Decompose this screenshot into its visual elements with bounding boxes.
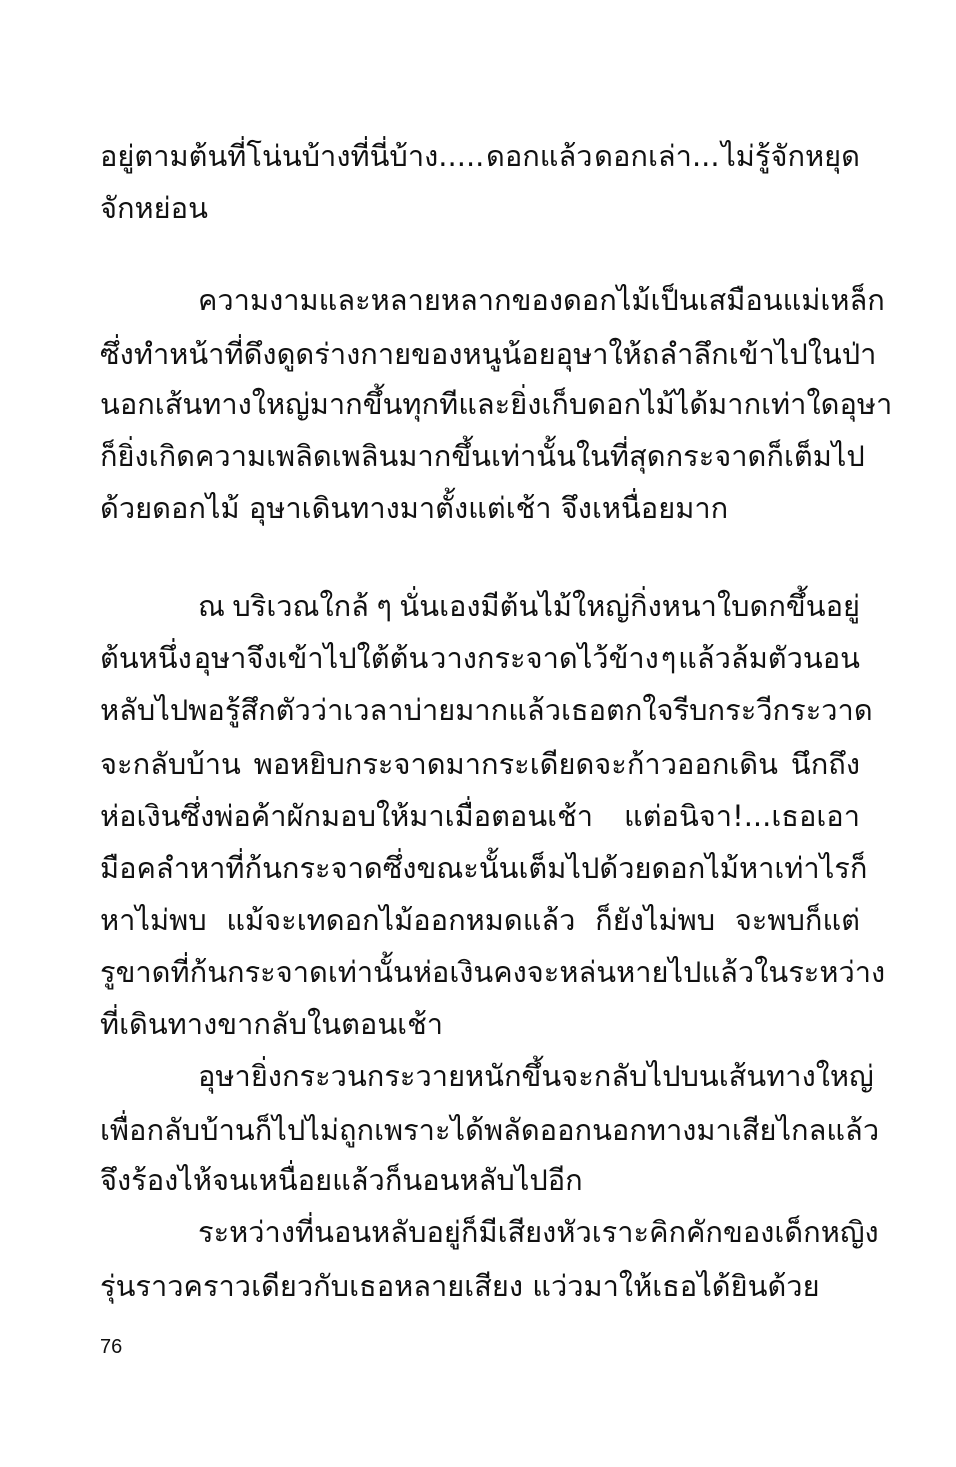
- word: ห่อเงินซึ่งพ่อค้าผักมอบให้มาเมื่อตอนเช้า: [100, 799, 594, 833]
- word: มือคลำหาที่ก้นกระจาดซึ่งขณะนั้นเต็มไปด้วยดอกไม้: [100, 851, 739, 885]
- text-line: จักหย่อน: [100, 191, 208, 225]
- word: เพื่อกลับบ้านก็ไปไม่ถูก: [100, 1113, 375, 1147]
- text-line: [100, 436, 865, 476]
- text-line: ที่เดินทางขากลับในตอนเช้า: [100, 1007, 444, 1041]
- word: แต่อนิจา!...เธอเอา: [624, 799, 860, 833]
- word: ก็ยังไม่พบ: [595, 903, 716, 937]
- text-line: [198, 586, 860, 626]
- word: ในที่สุดกระจาดก็เต็มไป: [575, 439, 865, 473]
- word: วางกระจาดไว้ข้าง: [430, 641, 659, 675]
- text-line: [198, 280, 885, 320]
- word: ระหว่างที่นอนหลับอยู่: [198, 1215, 461, 1249]
- word: ก็ยิ่งเกิดความเพลิดเพลินมากขึ้นเท่านั้น: [100, 439, 576, 473]
- word: เธอตกใจรีบกระวีกระวาด: [561, 693, 873, 727]
- text-line: [198, 1056, 874, 1096]
- word: ห่อเงินคงจะหล่นหายไปแล้วในระหว่าง: [412, 955, 886, 989]
- word: ซึ่งทำหน้าที่ดึงดูดร่างกายของหนูน้อยอุษาให้ถลำลึกเข้าไปในป่า: [100, 337, 877, 371]
- text-line: [100, 796, 860, 836]
- text-line: [100, 334, 877, 374]
- word: และยิ่งเก็บดอกไม้ได้มากเท่าใด: [458, 387, 840, 421]
- word: หลับไป: [100, 693, 189, 727]
- word: อุษา: [839, 387, 893, 421]
- text-line: จึงร้องไห้จนเหนื่อยแล้วก็นอนหลับไปอีก: [100, 1163, 583, 1197]
- word: พอหยิบกระจาดมากระเดียดจะก้าวออกเดิน: [253, 747, 778, 781]
- word: แม้จะเทดอกไม้ออกหมดแล้ว: [226, 903, 576, 937]
- word: ๆ: [376, 589, 392, 623]
- text-line: [100, 638, 860, 678]
- word: พอรู้สึกตัวว่าเวลาบ่ายมากแล้ว: [188, 693, 561, 727]
- word: ณ: [198, 589, 225, 623]
- word: อุษายิ่งกระวนกระวายหนักขึ้น: [198, 1059, 562, 1093]
- word: ก็มีเสียงหัวเราะคิกคักของเด็กหญิง: [460, 1215, 879, 1249]
- text-line: [100, 384, 893, 424]
- word: จะกลับบ้าน: [100, 747, 241, 781]
- word: แล้วล้มตัวนอน: [678, 641, 860, 675]
- word: เพราะได้พลัดออกนอกทางมาเสียไกลแล้ว: [374, 1113, 880, 1147]
- text-line: [100, 136, 860, 176]
- word: หาไม่พบ: [100, 903, 207, 937]
- word: อุษาจึงเข้าไปใต้ต้น: [193, 641, 429, 675]
- word: ๆ: [660, 641, 677, 675]
- word: ต้นหนึ่ง: [100, 641, 192, 675]
- text-line: [198, 1212, 879, 1252]
- word: ดอกแล้ว: [486, 139, 593, 173]
- word: ความงามและหลายหลากของดอกไม้เป็นเสมือนแม่เหล็ก: [198, 283, 885, 317]
- word: นอกเส้นทางใหญ่มากขึ้นทุกที: [100, 387, 459, 421]
- word: รูขาดที่ก้นกระจาดเท่านั้น: [100, 955, 413, 989]
- text-line: รุ่นราวคราวเดียวกับเธอหลายเสียง แว่วมาให้เธอได้ยินด้วย: [100, 1269, 820, 1303]
- text-line: [100, 952, 886, 992]
- page-number: 76: [100, 1336, 123, 1358]
- text-line: [100, 690, 873, 730]
- word: ดอกเล่า...: [594, 139, 720, 173]
- word: จะกลับไปบนเส้นทางใหญ่: [561, 1059, 874, 1093]
- word: จะพบก็แต่: [734, 903, 860, 937]
- word: หาเท่าไรก็: [738, 851, 868, 885]
- word: บริเวณใกล้: [232, 589, 369, 623]
- text-line: [100, 900, 860, 940]
- word: นั่นเองมีต้นไม้ใหญ่กิ่งหนาใบดกขึ้นอยู่: [399, 589, 860, 623]
- text-line: [100, 848, 868, 888]
- word: อยู่ตามต้นที่โน่นบ้างที่นี่บ้าง.....: [100, 139, 485, 173]
- text-line: [100, 1110, 880, 1150]
- text-line: [100, 744, 860, 784]
- word: นึกถึง: [790, 747, 860, 781]
- word: ไม่รู้จักหยุด: [721, 139, 860, 173]
- text-line: ด้วยดอกไม้ อุษาเดินทางมาตั้งแต่เช้า จึงเหนื่อยมาก: [100, 491, 729, 525]
